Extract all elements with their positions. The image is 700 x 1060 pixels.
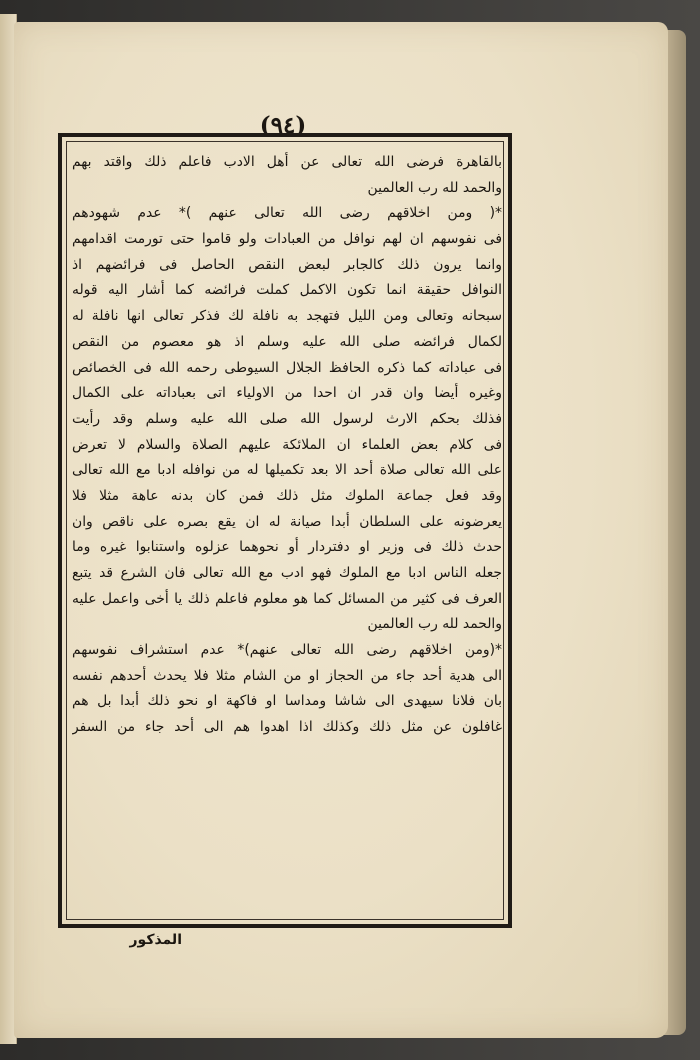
- text-line: سبحانه وتعالى ومن الليل فتهجد به نافلة لك فذكر تعالى انها نافلة له: [72, 308, 502, 325]
- text-line: فى عباداته كما ذكره الحافظ الجلال السيوطى رحمه الله فى الخصائص: [72, 359, 502, 376]
- page-number: (٩٤): [259, 112, 307, 139]
- text-line: فى كلام بعض العلماء ان الملائكة عليهم الصلاة والسلام لا تعرض: [72, 436, 502, 453]
- text-line: جعله الناس ادبا مع الملوك فهو ادب مع الله تعالى فان الشرع قد يتبع: [72, 565, 502, 581]
- text-line: فذلك بحكم الارث لرسول الله صلى الله عليه وسلم وقد رأيت: [72, 410, 502, 427]
- section-heading-line: *(ومن اخلاقهم رضى الله تعالى عنهم)* عدم استشراف نفوسهم: [72, 642, 502, 659]
- catchword: المذكور: [129, 932, 182, 948]
- text-line: غافلون عن مثل ذلك وكذلك اذا اهدوا هم الى أحد جاء من السفر: [72, 719, 502, 736]
- text-line: لكمال فرائضه صلى الله عليه وسلم اذ هو معصوم من النقص: [72, 333, 502, 350]
- text-line: فى نفوسهم ان لهم نوافل من العبادات ولو قاموا حتى تورمت اقدامهم: [72, 231, 502, 248]
- text-line: الى هدية أحد جاء من الحجاز او من الشام مثلا فلا يحدث أحدهم نفسه: [72, 667, 502, 684]
- text-line: النوافل حقيقة انما تكون الاكمل كملت فرائضه كما أشار اليه قوله: [72, 282, 502, 299]
- text-line: وقد فعل جماعة الملوك مثل ذلك فمن كان بدنه عاهة مثلا فلا: [72, 487, 502, 504]
- text-line: على الله تعالى صلاة أحد الا بعد تكميلها له من نوافله ادبا مع الله تعالى: [72, 462, 502, 479]
- text-line: بان فلانا سيهدى الى شاشا ومداسا او فاكهة او نحو ذلك أبدا بل هم: [72, 693, 502, 710]
- section-heading-line: *( ومن اخلاقهم رضى الله تعالى عنهم )* عدم شهودهم: [72, 205, 502, 222]
- text-line: حدث ذلك فى وزير او دفتردار أو نحوهما عزلوه واستنابوا غيره وما: [72, 539, 502, 556]
- text-line: والحمد لله رب العالمين: [367, 179, 502, 196]
- text-line: يعرضونه على السلطان أبدا صيانة له ان يقع بصره على ناقص وان: [72, 513, 502, 530]
- text-line: العرف فى كثير من المسائل كما هو معلوم فاعلم ذلك يا أخى واعمل عليه: [72, 590, 502, 607]
- text-line: بالقاهرة فرضى الله تعالى عن أهل الادب فاعلم ذلك واقتد بهم: [72, 154, 502, 170]
- text-line: وغيره أيضا وان قدر ان احدا من الاولياء اتى بعباداته على الكمال: [72, 385, 502, 402]
- text-line: وانما يرون ذلك كالجابر لبعض النقص الحاصل فى فرائضهم اذ: [72, 256, 502, 273]
- main-text-block: [72, 150, 502, 922]
- text-line: والحمد لله رب العالمين: [367, 616, 502, 633]
